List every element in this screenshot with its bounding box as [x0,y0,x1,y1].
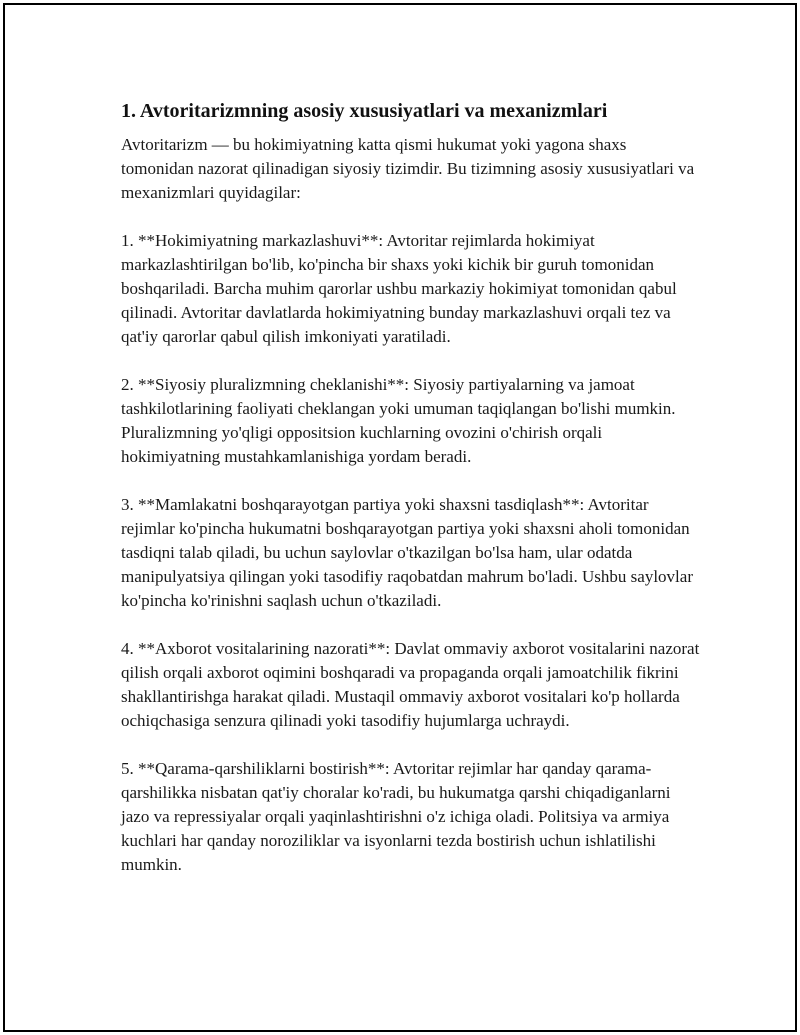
list-item-media-control: 4. **Axborot vositalarining nazorati**: Davlat ommaviy axborot vositalarini nazorat qilish orqali axborot oqimini boshqaradi va propaganda orqali jamoatchilik fikrini shakllantirishga harakat qiladi. Mustaqil ommaviy axborot vositalari ko'p hollarda ochiqchasiga senzura qilinadi yoki tasodifiy hujumlarga uchraydi. [121,639,700,730]
page-frame [3,3,797,1032]
list-item-pluralism: 2. **Siyosiy pluralizmning cheklanishi**: Siyosiy partiyalarning va jamoat tashkilotlarining faoliyati cheklangan yoki umuman taqiqlangan bo'lishi mumkin. Pluralizmning yo'qligi oppositsion kuchlarning ovozini o'chirish orqali hokimiyatning mustahkamlanishiga yordam beradi. [121,375,676,466]
intro-paragraph: Avtoritarizm — bu hokimiyatning katta qismi hukumat yoki yagona shaxs tomonidan nazorat qilinadigan siyosiy tizimdir. Bu tizimning asosiy xususiyatlari va mexanizmlari quyidagilar: [121,135,695,202]
list-item-suppression: 5. **Qarama-qarshiliklarni bostirish**: Avtoritar rejimlar har qanday qarama-qarshilikka nisbatan qat'iy choralar ko'radi, bu hukumatga qarshi chiqadiganlarni jazo va repressiyalar orqali yaqinlashtirishni o'z ichiga oladi. Politsiya va armiya kuchlari har qanday noroziliklar va isyonlarni tezda bostirish uchun ishlatilishi mumkin. [121,759,671,874]
document-body [121,98,701,877]
section-heading: 1. Avtoritarizmning asosiy xususiyatlari va mexanizmlari [121,100,608,122]
list-item-centralization: 1. **Hokimiyatning markazlashuvi**: Avtoritar rejimlarda hokimiyat markazlashtirilgan bo'lib, ko'pincha bir shaxs yoki kichik bir guruh tomonidan boshqariladi. Barcha muhim qarorlar ushbu markaziy hokimiyat tomonidan qabul qilinadi. Avtoritar davlatlarda hokimiyatning bunday markazlashuvi orqali tez va qat'iy qarorlar qabul qilish imkoniyati yaratiladi. [121,231,677,346]
list-item-legitimation: 3. **Mamlakatni boshqarayotgan partiya yoki shaxsni tasdiqlash**: Avtoritar rejimlar ko'pincha hukumatni boshqarayotgan partiya yoki shaxsni aholi tomonidan tasdiqni talab qiladi, bu uchun saylovlar o'tkazilgan bo'lsa ham, ular odatda manipulyatsiya qilingan yoki tasodifiy raqobatdan mahrum bo'ladi. Ushbu saylovlar ko'pincha ko'rinishni saqlash uchun o'tkaziladi. [121,495,693,610]
